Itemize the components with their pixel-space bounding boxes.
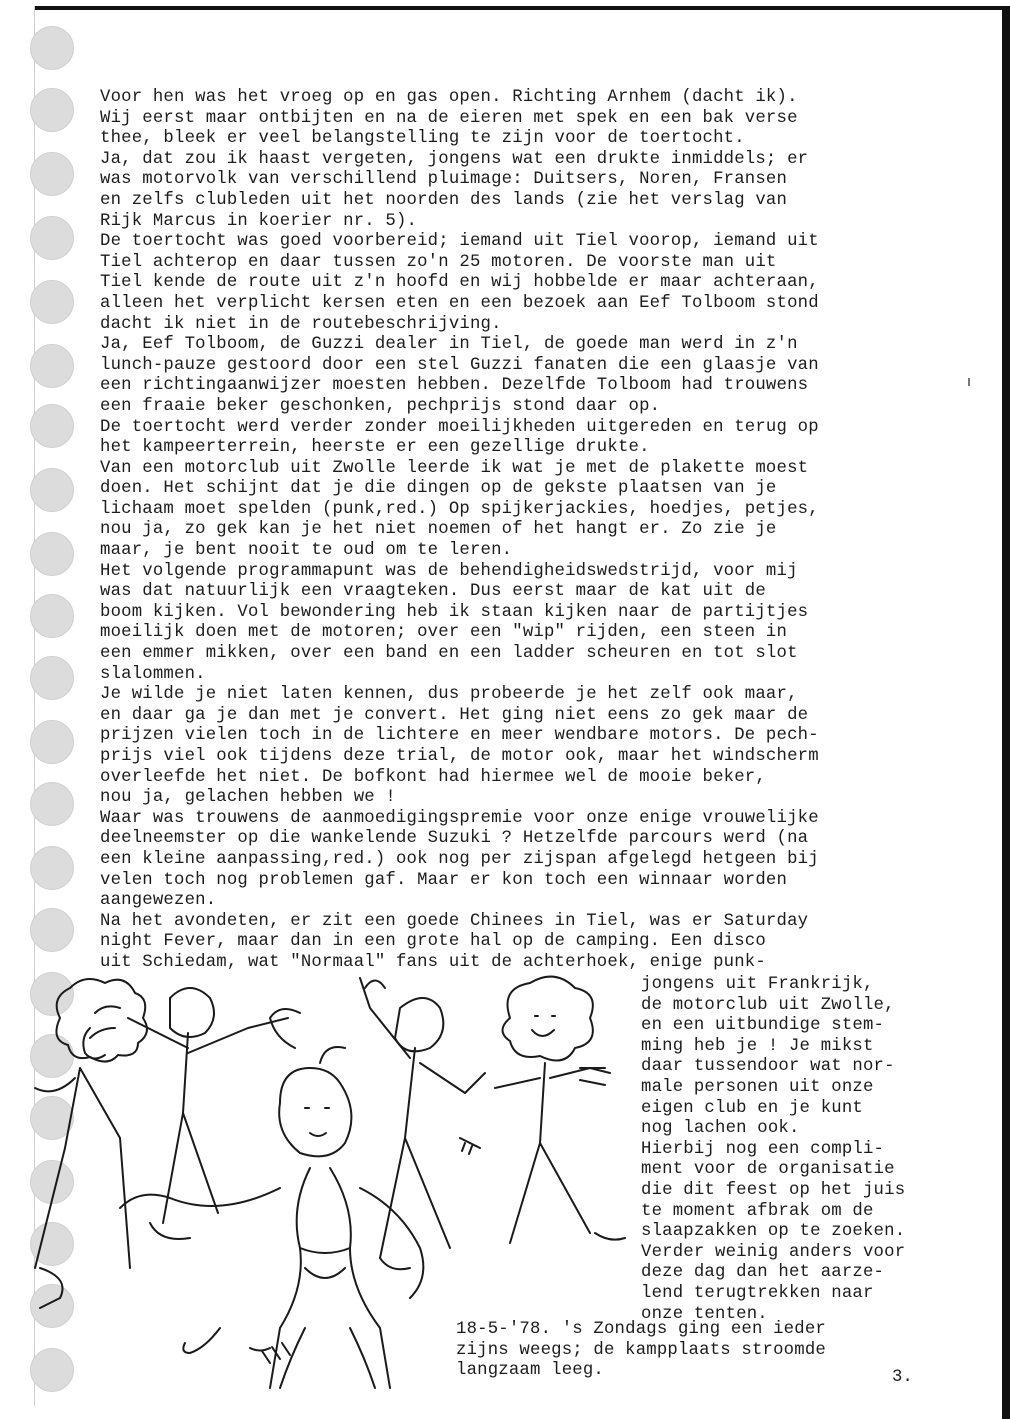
text-line: dacht ik niet in de routebeschrijving. [100, 314, 502, 334]
text-line: Verder weinig anders voor [641, 1242, 906, 1262]
binder-hole [30, 404, 74, 448]
text-line: boom kijken. Vol bewondering heb ik staan kijken naar de partijtjes [100, 602, 809, 622]
text-line: een emmer mikken, over een band en een ladder scheuren en tot slot [100, 644, 798, 664]
binder-hole [30, 532, 74, 576]
closing-text [456, 1320, 956, 1382]
text-line: jongens uit Frankrijk, [641, 975, 874, 994]
text-line: velen toch nog problemen gaf. Maar er kon toch een winnaar worden [100, 870, 788, 890]
text-line: Het volgende programmapunt was de behendigheidswedstrijd, voor mij [100, 561, 798, 581]
text-line: Je wilde je niet laten kennen, dus probeerde je het zelf ook maar, [100, 685, 798, 705]
text-line: Ja, Eef Tolboom, de Guzzi dealer in Tiel, de goede man werd in z'n [100, 335, 798, 355]
text-line: aangewezen. [100, 891, 217, 911]
text-line: Waar was trouwens de aanmoedigingspremie voor onze enige vrouwelijke [100, 808, 819, 828]
text-line: thee, bleek er veel belangstelling te zijn voor de toertocht. [100, 129, 745, 149]
binder-hole [30, 152, 74, 196]
text-line: was motorvolk van verschillend pluimage: Duitsers, Noren, Fransen [100, 170, 788, 190]
binder-hole [30, 26, 74, 70]
binder-hole [30, 846, 74, 890]
binder-hole [30, 216, 74, 260]
text-line: Ja, dat zou ik haast vergeten, jongens wat een drukte inmiddels; er [100, 149, 809, 169]
text-line: nou ja, gelachen hebben we ! [100, 788, 396, 808]
binder-hole [30, 656, 74, 700]
text-line: Voor hen was het vroeg op en gas open. Richting Arnhem (dacht ik). [100, 88, 798, 107]
text-line: deelneemster op die wankelende Suzuki ? Hetzelfde parcours werd (na [100, 829, 809, 849]
text-line: een kleine aanpassing,red.) ook nog per zijspan afgelegd hetgeen bij [100, 849, 819, 869]
text-line: lichaam moet spelden (punk,red.) Op spijkerjackies, hoedjes, petjes, [100, 499, 819, 519]
text-line: Wij eerst maar ontbijten en na de eieren met spek en een bak verse [100, 108, 798, 128]
text-line: en zelfs clubleden uit het noorden des lands (zie het verslag van [100, 190, 788, 210]
text-line: het kampeerterrein, heerste er een gezellige drukte. [100, 438, 650, 458]
text-line: onze tenten. [641, 1304, 768, 1324]
text-line: doen. Het schijnt dat je die dingen op de gekste plaatsen van je [100, 479, 777, 499]
text-line: lend terugtrekken naar [641, 1283, 874, 1303]
text-line: moeilijk doen met de motoren; over een "wip" rijden, een steen in [100, 623, 788, 643]
text-line: maar, je bent nooit te oud om te leren. [100, 541, 513, 561]
text-line: prijzen vielen toch in de lichtere en meer wendbare motors. De pech- [100, 726, 819, 746]
article-body [100, 88, 950, 974]
text-line: een richtingaanwijzer moesten hebben. Dezelfde Tolboom had trouwens [100, 376, 809, 396]
text-line: Na het avondeten, er zit een goede Chinees in Tiel, was er Saturday [100, 911, 809, 931]
text-line: nou ja, zo gek kan je het niet noemen of het hangt er. Zo zie je [100, 520, 777, 540]
text-line: de motorclub uit Zwolle, [641, 995, 895, 1015]
text-line: prijs viel ook tijdens deze trial, de motor ook, maar het windscherm [100, 747, 819, 766]
text-line: was dat natuurlijk een vraagteken. Dus eerst maar de kat uit de [100, 582, 766, 602]
text-line: Tiel kende de route uit z'n hoofd en wij hobbelde er maar achteraan, [100, 273, 819, 293]
text-line: te moment afbrak om de [641, 1201, 874, 1221]
text-line: ming heb je ! Je mikst [641, 1036, 874, 1056]
text-line: eigen club en je kunt [641, 1098, 863, 1118]
text-line: lunch-pauze gestoord door een stel Guzzi fanaten die een glaasje van [100, 355, 819, 375]
text-line: daar tussendoor wat nor- [641, 1057, 895, 1077]
text-line: uit Schiedam, wat "Normaal" fans uit de achterhoek, enige punk- [100, 952, 766, 972]
binder-hole [30, 344, 74, 388]
text-line: alleen het verplicht kersen eten en een bezoek aan Eef Tolboom stond [100, 293, 819, 313]
text-line: deze dag dan het aarze- [641, 1263, 885, 1283]
binder-hole [30, 594, 74, 638]
text-line: ment voor de organisatie [641, 1160, 895, 1180]
page-border-top [34, 6, 1010, 10]
text-line: Hierbij nog een compli- [641, 1139, 885, 1159]
binder-hole [30, 720, 74, 764]
binder-hole [30, 782, 74, 826]
text-line: 18-5-'78. 's Zondags ging een ieder [456, 1320, 826, 1339]
binder-hole [30, 280, 74, 324]
text-line: Tiel achterop en daar tussen zo'n 25 motoren. De voorste man uit [100, 252, 777, 272]
margin-tick [968, 378, 970, 386]
text-line: zijns weegs; de kampplaats stroomde [456, 1340, 826, 1360]
text-line: Van een motorclub uit Zwolle leerde ik wat je met de plakette moest [100, 458, 809, 478]
page-number: 3. [892, 1368, 913, 1387]
binder-hole [30, 88, 74, 132]
page-border-right [1002, 6, 1010, 1419]
text-line: De toertocht was goed voorbereid; iemand uit Tiel voorop, iemand uit [100, 232, 819, 252]
text-line: night Fever, maar dan in een grote hal op de camping. Een disco [100, 932, 766, 952]
text-line: overleefde het niet. De bofkont had hiermee wel de mooie beker, [100, 767, 766, 787]
text-line: langzaam leeg. [456, 1361, 604, 1381]
text-line: een fraaie beker geschonken, pechprijs stond daar op. [100, 396, 661, 416]
text-line: slaapzakken op te zoeken. [641, 1222, 906, 1242]
text-line: en een uitbundige stem- [641, 1016, 885, 1036]
text-line: De toertocht werd verder zonder moeilijkheden uitgereden en terug op [100, 417, 819, 437]
text-line: Rijk Marcus in koerier nr. 5). [100, 211, 418, 231]
text-line: die dit feest op het juis [641, 1180, 906, 1200]
binder-hole [30, 468, 74, 512]
text-line: en daar ga je dan met je convert. Het ging niet eens zo gek maar de [100, 705, 809, 725]
right-column-text [641, 975, 961, 1325]
text-line: slalommen. [100, 664, 206, 684]
text-line: male personen uit onze [641, 1077, 874, 1097]
binder-hole [30, 908, 74, 952]
text-line: nog lachen ook. [641, 1119, 800, 1139]
